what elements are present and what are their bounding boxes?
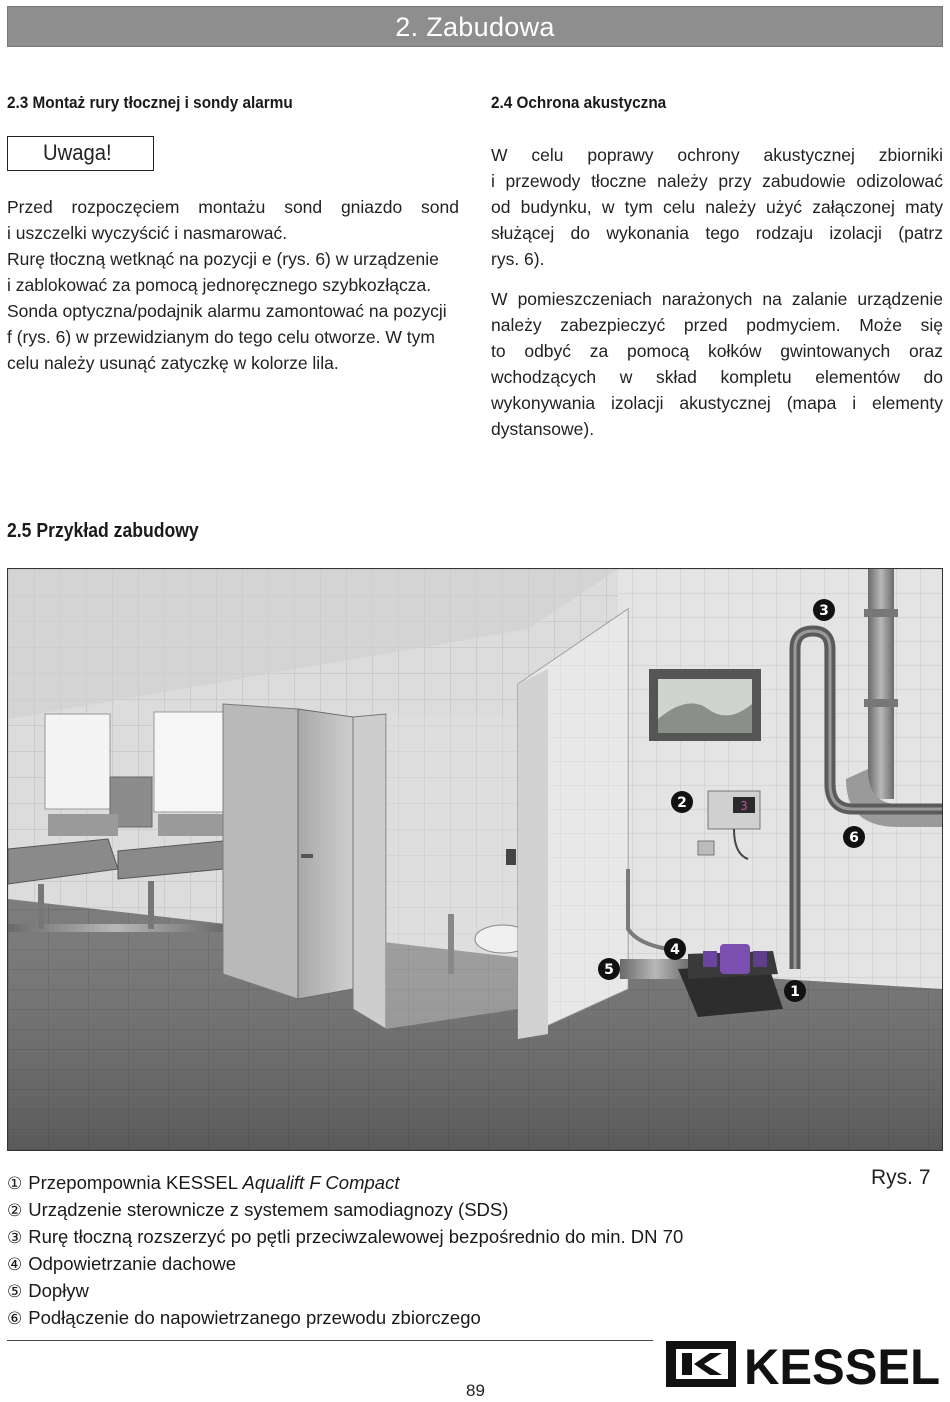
legend-item (7, 1278, 683, 1305)
svg-text:5: 5 (604, 962, 614, 978)
notice-box (7, 136, 154, 171)
figure-legend (7, 1170, 683, 1332)
svg-text:4: 4 (670, 942, 680, 958)
footer-divider (7, 1340, 653, 1341)
text-line: to odbyć za pomocą kołków gwintowanych oraz (491, 341, 943, 361)
pump-motor (720, 944, 750, 974)
callout-5 (598, 958, 620, 980)
section-heading-2-4: 2.4 Ochrona akustyczna (491, 93, 667, 112)
toilet-paper-holder (506, 849, 516, 865)
text-line: Rurę tłoczną wetknąć na pozycji e (rys. 6) w urządzenie (7, 249, 439, 269)
mirror-right (154, 712, 224, 812)
collector-pipe (868, 569, 894, 799)
legend-text: Dopływ (28, 1280, 89, 1301)
legend-text: Podłączenie do napowietrzanego przewodu zbiorczego (28, 1307, 481, 1328)
legend-text: Odpowietrzanie dachowe (28, 1253, 236, 1274)
legend-number: ④ (7, 1255, 23, 1274)
legend-item (7, 1197, 683, 1224)
legend-item (7, 1251, 683, 1278)
legend-item (7, 1305, 683, 1332)
legend-number: ③ (7, 1228, 23, 1247)
section-2-4-para-2 (491, 286, 943, 442)
callout-2 (671, 791, 693, 813)
mirror-left (45, 714, 110, 809)
text-line: i zablokować za pomocą jednoręcznego szybkozłącza. (7, 275, 432, 295)
section-2-4-para-1 (491, 142, 943, 272)
svg-text:3: 3 (819, 603, 829, 619)
legend-number: ⑥ (7, 1309, 23, 1328)
legend-text: Urządzenie sterownicze z systemem samodiagnozy (SDS) (28, 1199, 509, 1220)
control-display-value: 3 (740, 799, 748, 813)
kessel-logo (664, 1335, 944, 1393)
cubicle-partition-front (353, 714, 386, 1029)
svg-text:6: 6 (849, 830, 859, 846)
text-line: wchodzących w skład kompletu elementów do (491, 367, 943, 387)
legend-number: ⑤ (7, 1282, 23, 1301)
text-line: W celu poprawy ochrony akustycznej zbiorniki (491, 145, 943, 165)
text-line: celu należy usunąć zatyczkę w kolorze lila. (7, 353, 339, 373)
callout-4 (664, 938, 686, 960)
legend-text: Przepompownia KESSEL (28, 1172, 243, 1193)
notice-label: Uwaga! (43, 140, 112, 165)
text-line: i przewody tłoczne należy przy zabudowie odizolować (491, 171, 943, 191)
toilet-brush (448, 914, 454, 974)
section-heading-2-3: 2.3 Montaż rury tłocznej i sondy alarmu (7, 93, 293, 112)
legend-product-name: Aqualift F Compact (242, 1172, 400, 1193)
legend-text: Rurę tłoczną rozszerzyć po pętli przeciwzalewowej bezpośrednio do min. DN 70 (28, 1226, 684, 1247)
figure-label: Rys. 7 (871, 1166, 931, 1189)
text-line: dystansowe). (491, 419, 595, 439)
svg-text:2: 2 (677, 795, 687, 811)
text-line: należy zabezpieczyć przed podmyciem. Może się (491, 315, 943, 335)
page-number: 89 (466, 1381, 485, 1400)
callout-6 (843, 826, 865, 848)
callout-1 (784, 980, 806, 1002)
installation-example-figure (7, 568, 943, 1151)
legend-number: ① (7, 1174, 23, 1193)
callout-3 (813, 599, 835, 621)
text-line: W pomieszczeniach narażonych na zalanie urządzenie (491, 289, 943, 309)
legend-item (7, 1170, 683, 1197)
text-line: i uszczelki wyczyścić i nasmarować. (7, 223, 288, 243)
chapter-title: 2. Zabudowa (395, 12, 555, 42)
svg-text:1: 1 (790, 984, 800, 1000)
text-line: służącej do wykonania tego rodzaju izolacji (patrz (491, 223, 943, 243)
brand-wordmark: KESSEL (744, 1339, 940, 1393)
legend-number: ② (7, 1201, 23, 1220)
door-handle (301, 854, 313, 858)
chapter-title-banner (7, 6, 943, 47)
section-heading-2-5: 2.5 Przykład zabudowy (7, 520, 199, 542)
text-line: od budynku, w tym celu należy użyć załączonej maty (491, 197, 943, 217)
cubicle-partition-left (223, 704, 298, 999)
text-line: wykonywania izolacji akustycznej (mapa i elementy (491, 393, 943, 413)
text-line: Sonda optyczna/podajnik alarmu zamontować na pozycji (7, 301, 447, 321)
text-line: rys. 6). (491, 249, 545, 269)
text-line: f (rys. 6) w przewidzianym do tego celu otworze. W tym (7, 327, 435, 347)
power-socket (698, 841, 714, 855)
text-line: Przed rozpoczęciem montażu sond gniazdo sond (7, 197, 459, 217)
section-2-3-text (7, 194, 459, 376)
legend-item (7, 1224, 683, 1251)
